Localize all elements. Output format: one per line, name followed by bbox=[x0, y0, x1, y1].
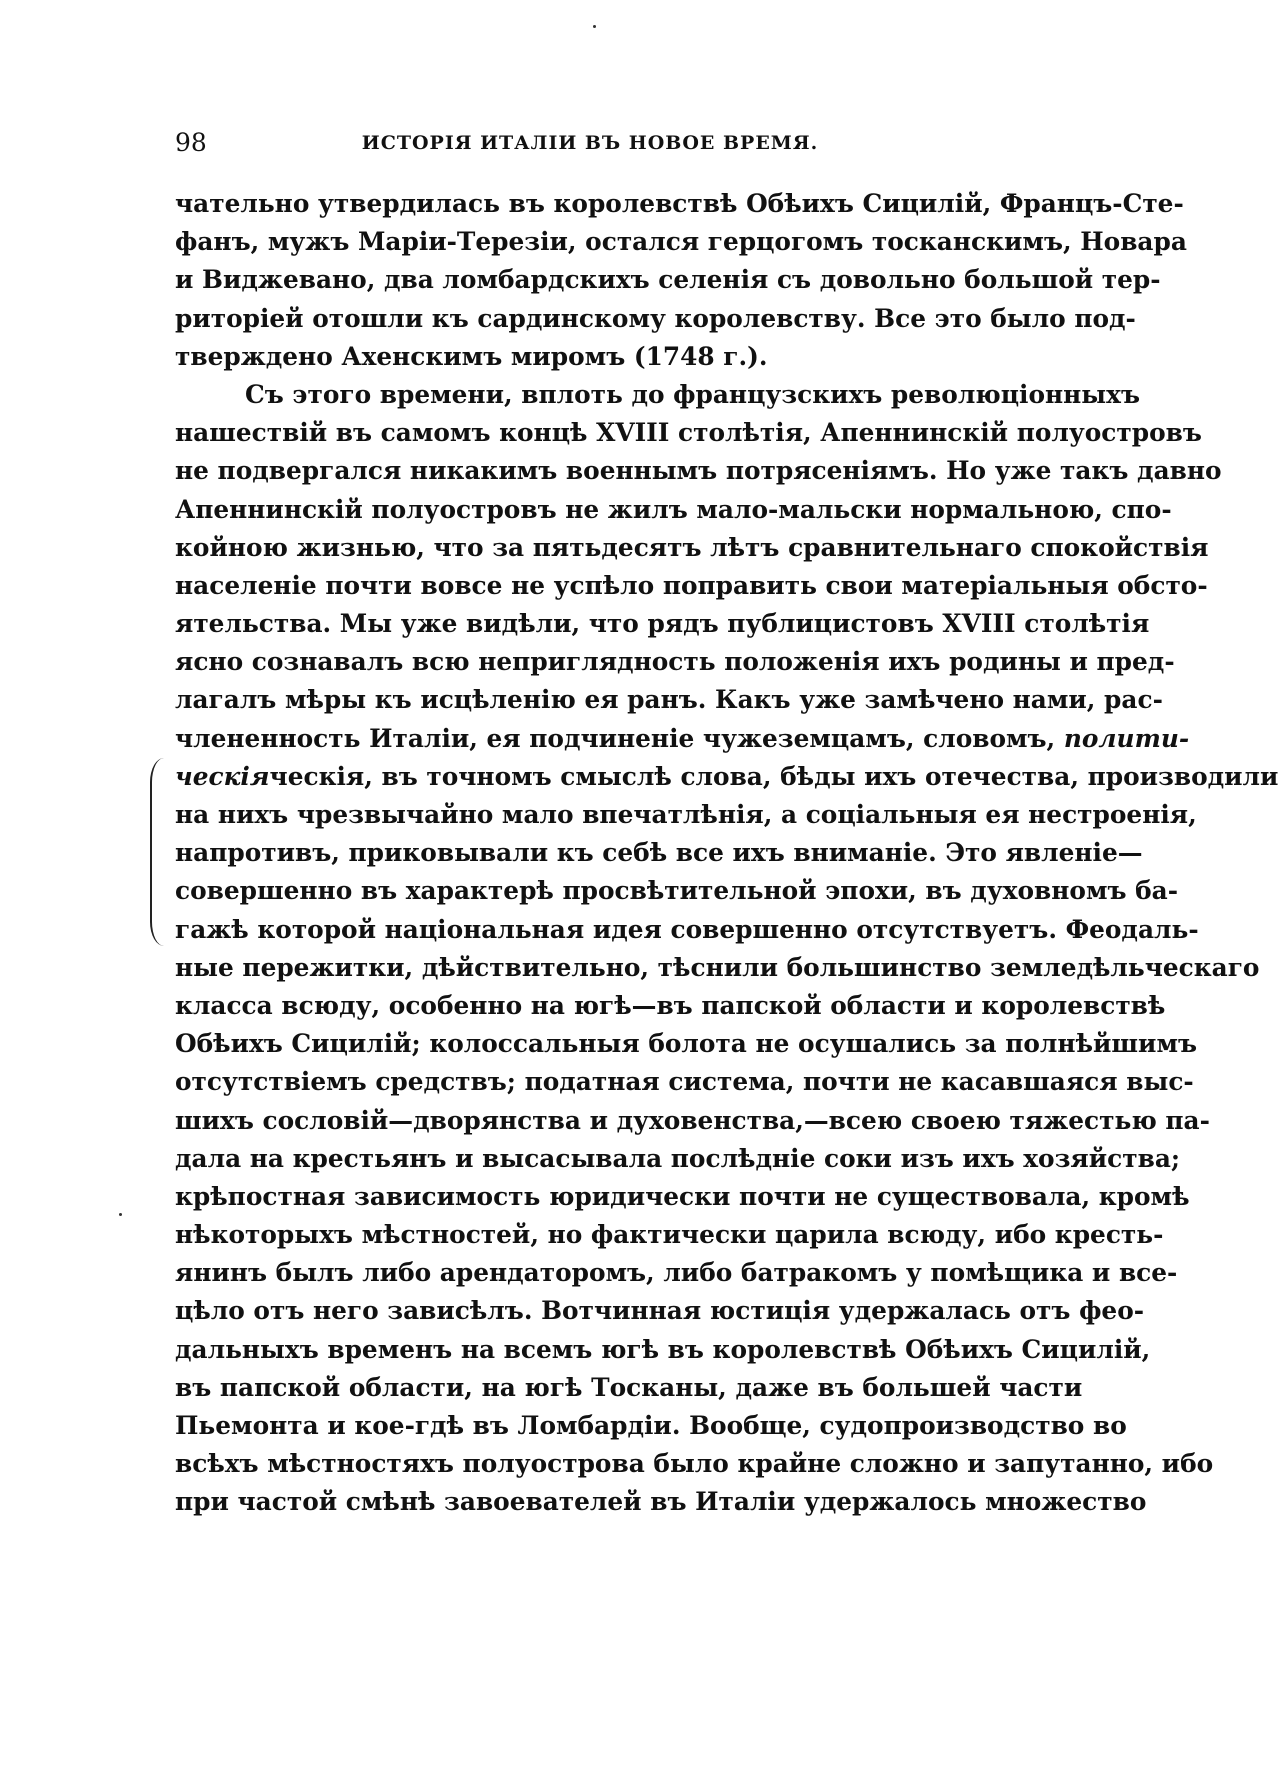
text-line: всѣхъ мѣстностяхъ полуострова было крайне сложно и запутанно, ибо bbox=[175, 1449, 1214, 1479]
text-line bbox=[175, 758, 1278, 796]
text-line: койною жизнью, что за пятьдесятъ лѣтъ сравнительнаго спокойствія bbox=[175, 532, 1209, 562]
italic-word: ческія bbox=[175, 761, 270, 791]
text-line: населеніе почти вовсе не успѣло поправить свои матеріальныя обсто- bbox=[175, 570, 1208, 600]
text-line: шихъ сословій—дворянства и духовенства,—всею своею тяжестью па- bbox=[175, 1105, 1210, 1135]
text-line: лагалъ мѣры къ исцѣленію ея ранъ. Какъ уже замѣчено нами, рас- bbox=[175, 685, 1163, 715]
text-line: ные пережитки, дѣйствительно, тѣснили большинство земледѣльческаго bbox=[175, 952, 1260, 982]
text-line: напротивъ, приковывали къ себѣ все ихъ вниманіе. Это явленіе— bbox=[175, 838, 1143, 868]
body-text bbox=[175, 185, 1278, 1522]
text-line: нѣкоторыхъ мѣстностей, но фактически царила всюду, ибо кресть- bbox=[175, 1220, 1164, 1250]
text-line: фанъ, мужъ Маріи-Терезіи, остался герцогомъ тосканскимъ, Новара bbox=[175, 227, 1187, 257]
text-line: Пьемонта и кое-гдѣ въ Ломбардіи. Вообще, судопроизводство во bbox=[175, 1411, 1127, 1440]
text-line: нашествій въ самомъ концѣ XVIII столѣтія, Апеннинскій полуостровъ bbox=[175, 418, 1202, 448]
text-line: чательно утвердилась въ королевствѣ Обѣихъ Сицилій, Францъ-Сте- bbox=[175, 189, 1184, 218]
text-line: при частой смѣнѣ завоевателей въ Италіи удержалось множество bbox=[175, 1487, 1147, 1517]
text-line: гажѣ которой національная идея совершенно отсутствуетъ. Феодаль- bbox=[175, 914, 1199, 944]
text-line: отсутствіемъ средствъ; податная система, почти не касавшаяся выс- bbox=[175, 1067, 1194, 1097]
text-line: въ папской области, на югѣ Тосканы, даже въ большей части bbox=[175, 1372, 1083, 1402]
text-line: Съ этого времени, вплоть до французскихъ революціонныхъ bbox=[245, 379, 1140, 409]
paragraph bbox=[175, 185, 1187, 376]
page-header bbox=[175, 126, 1005, 160]
text-line: тверждено Ахенскимъ миромъ (1748 г.). bbox=[175, 341, 768, 371]
line-text: ческія, въ точномъ смыслѣ слова, бѣды ихъ отечества, производили bbox=[269, 761, 1278, 791]
line-text: члененность Италіи, ея подчиненіе чужеземцамъ, словомъ, bbox=[175, 723, 1056, 753]
text-line: не подвергался никакимъ военнымъ потрясеніямъ. Но уже такъ давно bbox=[175, 456, 1222, 486]
italic-word: полити- bbox=[1063, 723, 1190, 753]
scan-speck bbox=[593, 25, 596, 28]
running-title: ИСТОРІЯ ИТАЛІИ ВЪ НОВОЕ ВРЕМЯ. bbox=[361, 132, 819, 154]
text-line: дала на крестьянъ и высасывала послѣдніе соки изъ ихъ хозяйства; bbox=[175, 1143, 1181, 1173]
margin-bracket-mark bbox=[150, 758, 166, 946]
text-line: ясно сознавалъ всю неприглядность положенія ихъ родины и пред- bbox=[175, 647, 1175, 677]
text-line bbox=[175, 720, 1190, 758]
text-line: крѣпостная зависимость юридически почти не существовала, кромѣ bbox=[175, 1181, 1190, 1211]
text-line: и Виджевано, два ломбардскихъ селенія съ довольно большой тер- bbox=[175, 265, 1161, 295]
page-number: 98 bbox=[175, 128, 207, 157]
text-line: ятельства. Мы уже видѣли, что рядъ публицистовъ XVIII столѣтія bbox=[175, 609, 1150, 639]
paragraph bbox=[175, 376, 1278, 1522]
text-line: цѣло отъ него зависѣлъ. Вотчинная юстиція удержалась отъ фео- bbox=[175, 1296, 1145, 1326]
text-line: Апеннинскій полуостровъ не жилъ мало-мальски нормальною, спо- bbox=[175, 494, 1172, 524]
text-line: на нихъ чрезвычайно мало впечатлѣнія, а соціальныя ея нестроенія, bbox=[175, 800, 1197, 829]
text-line: дальныхъ временъ на всемъ югѣ въ королевствѣ Обѣихъ Сицилій, bbox=[175, 1334, 1151, 1364]
text-line: риторіей отошли къ сардинскому королевству. Все это было под- bbox=[175, 303, 1136, 333]
scan-speck bbox=[119, 1213, 122, 1216]
text-line: Обѣихъ Сицилій; колоссальныя болота не осушались за полнѣйшимъ bbox=[175, 1029, 1197, 1059]
text-line: класса всюду, особенно на югѣ—въ папской области и королевствѣ bbox=[175, 990, 1166, 1020]
text-line: совершенно въ характерѣ просвѣтительной эпохи, въ духовномъ ба- bbox=[175, 876, 1179, 906]
text-line: янинъ былъ либо арендаторомъ, либо батракомъ у помѣщика и все- bbox=[175, 1258, 1178, 1288]
